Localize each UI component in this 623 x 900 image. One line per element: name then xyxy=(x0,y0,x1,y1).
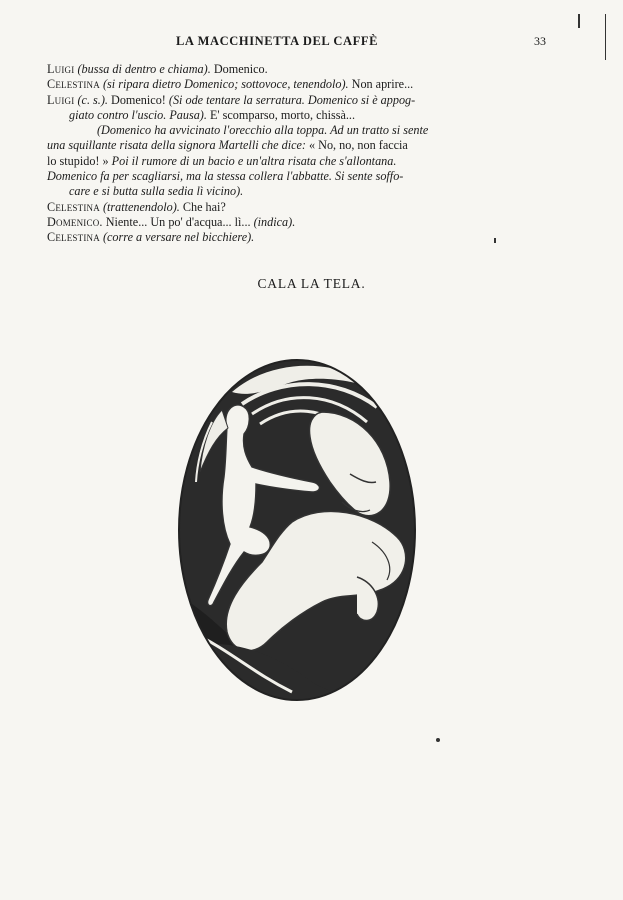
stage-direction: (corre a versare nel bicchiere). xyxy=(99,230,255,245)
woman-riding-horse-oval-vignette-icon xyxy=(172,352,422,708)
stage-direction-line-3 xyxy=(47,154,535,169)
spoken-text: Non aprire... xyxy=(348,77,414,92)
stage-direction-line-1 xyxy=(47,123,535,138)
dialogue-line-4 xyxy=(47,108,535,123)
dialogue-line-3 xyxy=(47,93,535,108)
speaker-name: Luigi xyxy=(47,62,75,76)
stage-direction: (trattenendolo). xyxy=(99,199,180,214)
scan-artifact xyxy=(494,238,496,243)
stage-direction: (indica). xyxy=(253,214,296,229)
stage-direction: (Domenico ha avvicinato l'orecchio alla toppa. Ad un tratto si sente xyxy=(97,123,429,138)
curtain-falls-heading: CALA LA TELA. xyxy=(257,276,366,291)
scan-artifact xyxy=(605,14,606,60)
scan-artifact xyxy=(436,738,440,742)
spoken-text: Domenico! xyxy=(107,92,169,107)
stage-direction: (c. s.). xyxy=(74,92,108,107)
dialogue-line-7 xyxy=(47,230,535,245)
page-number: 33 xyxy=(534,34,546,48)
spoken-text: « No, no, non faccia xyxy=(305,138,408,153)
speaker-name: Celestina xyxy=(47,230,100,245)
spoken-text: E' scomparso, morto, chissà... xyxy=(206,107,355,122)
stage-direction: (Si ode tentare la serratura. Domenico si è appog- xyxy=(168,92,416,107)
dialogue-line-5 xyxy=(47,200,535,215)
dialogue-line-6 xyxy=(47,215,535,230)
stage-direction: care e si butta sulla sedia lì vicino). xyxy=(69,184,244,199)
stage-direction: Poi il rumore di un bacio e un'altra risata che s'allontana. xyxy=(108,153,397,168)
speaker-name: Celestina xyxy=(47,77,100,92)
spoken-text: Che hai? xyxy=(179,199,226,214)
stage-direction: una squillante risata della signora Martelli che dice: xyxy=(47,138,306,153)
stage-direction: (bussa di dentro e chiama). xyxy=(74,62,211,76)
page-header xyxy=(46,34,546,52)
stage-direction: Domenico fa per scagliarsi, ma la stessa collera l'abbatte. Si sente soffo- xyxy=(47,169,404,184)
spoken-text: Niente... Un po' d'acqua... lì... xyxy=(102,214,254,229)
spoken-text: lo stupido! » xyxy=(47,153,109,168)
spoken-text: Domenico. xyxy=(210,62,268,76)
dialogue-block xyxy=(47,62,535,246)
speaker-name: Celestina xyxy=(47,199,100,214)
stage-direction: giato contro l'uscio. Pausa). xyxy=(69,107,207,122)
stage-direction: (si ripara dietro Domenico; sottovoce, tenendolo). xyxy=(99,77,349,92)
stage-direction-line-4 xyxy=(47,169,535,184)
stage-direction-line-5 xyxy=(47,184,535,199)
stage-direction-line-2 xyxy=(47,138,535,153)
running-title: LA MACCHINETTA DEL CAFFÈ xyxy=(176,34,379,48)
speaker-name: Luigi xyxy=(47,92,75,107)
speaker-name: Domenico. xyxy=(47,214,103,229)
dialogue-line-1 xyxy=(47,62,535,77)
dialogue-line-2 xyxy=(47,77,535,92)
scan-artifact xyxy=(578,14,580,28)
